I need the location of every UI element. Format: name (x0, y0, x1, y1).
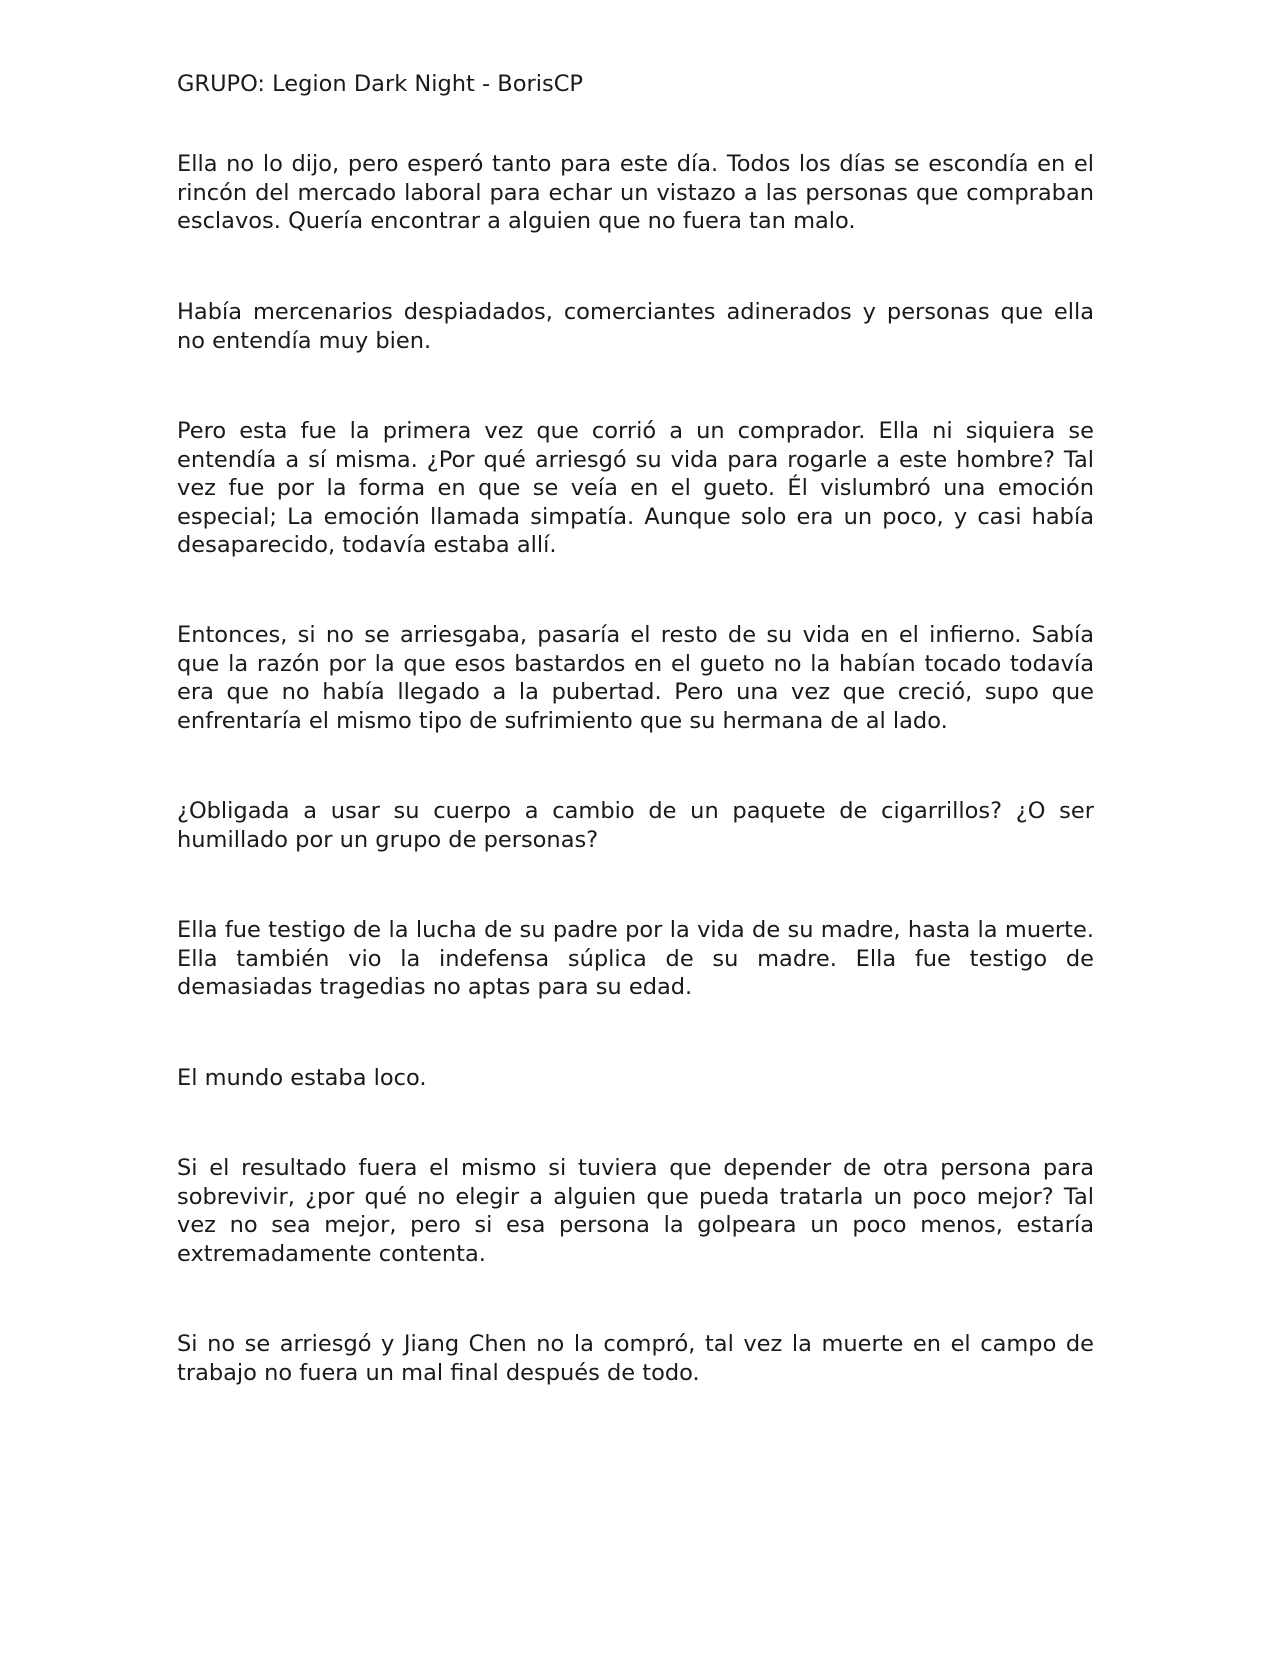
paragraph: Si el resultado fuera el mismo si tuviera que depender de otra persona para sobrevivir, ¿por qué no elegir a alguien que pueda tratarla un poco mejor? Tal vez no sea mejor, pero si esa persona la golpeara un poco menos, estaría extremadamente contenta. (177, 1155, 1094, 1267)
group-header: GRUPO: Legion Dark Night - BorisCP (177, 71, 583, 97)
paragraph: Había mercenarios despiadados, comerciantes adinerados y personas que ella no entendía muy bien. (177, 299, 1094, 354)
paragraph: El mundo estaba loco. (177, 1065, 427, 1091)
paragraph: ¿Obligada a usar su cuerpo a cambio de un paquete de cigarrillos? ¿O ser humillado por un grupo de personas? (177, 798, 1094, 853)
paragraph: Ella no lo dijo, pero esperó tanto para este día. Todos los días se escondía en el rincón del mercado laboral para echar un vistazo a las personas que compraban esclavos. Quería encontrar a alguien que no fuera tan malo. (177, 151, 1094, 234)
paragraph: Ella fue testigo de la lucha de su padre por la vida de su madre, hasta la muerte. Ella también vio la indefensa súplica de su madre. Ella fue testigo de demasiadas tragedias no aptas para su edad. (177, 917, 1094, 1000)
paragraph: Pero esta fue la primera vez que corrió a un comprador. Ella ni siquiera se entendía a sí misma. ¿Por qué arriesgó su vida para rogarle a este hombre? Tal vez fue por la forma en que se veía en el gueto. Él vislumbró una emoción especial; La emoción llamada simpatía. Aunque solo era un poco, y casi había desaparecido, todavía estaba allí. (177, 418, 1094, 558)
paragraph: Entonces, si no se arriesgaba, pasaría el resto de su vida en el infierno. Sabía que la razón por la que esos bastardos en el gueto no la habían tocado todavía era que no había llegado a la pubertad. Pero una vez que creció, supo que enfrentaría el mismo tipo de sufrimiento que su hermana de al lado. (177, 622, 1094, 734)
paragraph: Si no se arriesgó y Jiang Chen no la compró, tal vez la muerte en el campo de trabajo no fuera un mal final después de todo. (177, 1331, 1094, 1386)
